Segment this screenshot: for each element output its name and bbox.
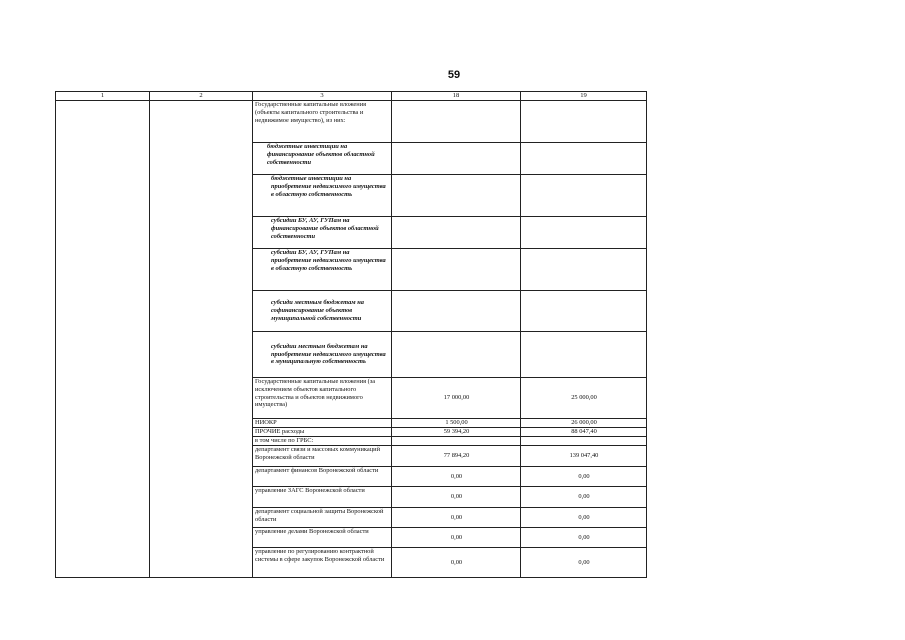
column-header-19: 19: [521, 92, 647, 101]
value-col18: [392, 217, 521, 249]
value-col19: [521, 143, 647, 175]
budget-table: [55, 91, 647, 578]
value-col18: 77 894,20: [392, 446, 521, 467]
column-1-merged-cell: [56, 101, 150, 578]
column-header-3: 3: [253, 92, 392, 101]
value-col19: [521, 291, 647, 332]
value-col19: 25 000,00: [521, 378, 647, 419]
value-col18: 59 394,20: [392, 428, 521, 437]
value-col19: 88 047,40: [521, 428, 647, 437]
row-label: ПРОЧИЕ расходы: [253, 428, 392, 437]
column-header-2: 2: [150, 92, 253, 101]
value-col19: [521, 101, 647, 143]
value-col18: 0,00: [392, 548, 521, 578]
value-col19: 0,00: [521, 548, 647, 578]
value-col18: [392, 437, 521, 446]
column-header-18: 18: [392, 92, 521, 101]
value-col18: 0,00: [392, 508, 521, 528]
value-col19: [521, 437, 647, 446]
value-col18: [392, 249, 521, 291]
row-label: НИОКР: [253, 419, 392, 428]
value-col18: [392, 101, 521, 143]
column-2-merged-cell: [150, 101, 253, 578]
value-col18: 0,00: [392, 467, 521, 487]
row-label: субсидии БУ, АУ, ГУПам на приобретение недвижимого имущества в областную собственность: [253, 249, 392, 291]
value-col18: [392, 291, 521, 332]
value-col18: 17 000,00: [392, 378, 521, 419]
value-col19: 0,00: [521, 487, 647, 508]
row-label: субсиди местным бюджетам на софинансирование объектов муниципальной собственности: [253, 291, 392, 332]
column-header-1: 1: [56, 92, 150, 101]
value-col18: [392, 143, 521, 175]
row-label: управление ЗАГС Воронежской области: [253, 487, 392, 508]
value-col19: [521, 249, 647, 291]
value-col19: 26 000,00: [521, 419, 647, 428]
table-row: [56, 101, 647, 143]
row-label: департамент социальной защиты Воронежской области: [253, 508, 392, 528]
value-col19: 0,00: [521, 528, 647, 548]
value-col19: [521, 217, 647, 249]
row-label: Государственные капитальные вложения (за исключением объектов капитального строительства и объектов недвижимого имущества): [253, 378, 392, 419]
row-label: департамент финансов Воронежской области: [253, 467, 392, 487]
row-label: бюджетные инвестиции на приобретение недвижимого имущества в областную собственность: [253, 175, 392, 217]
value-col19: [521, 175, 647, 217]
value-col19: 0,00: [521, 508, 647, 528]
value-col18: [392, 332, 521, 378]
page-number: 59: [447, 69, 461, 81]
value-col18: 1 500,00: [392, 419, 521, 428]
row-label: департамент связи и массовых коммуникаций Воронежской области: [253, 446, 392, 467]
value-col18: 0,00: [392, 528, 521, 548]
header-row: [56, 92, 647, 101]
row-label: Государственные капитальные вложения (объекты капитального строительства и недвижимое имущество), из них:: [253, 101, 392, 143]
value-col18: 0,00: [392, 487, 521, 508]
row-label: управление по регулированию контрактной системы в сфере закупок Воронежской области: [253, 548, 392, 578]
value-col19: 0,00: [521, 467, 647, 487]
value-col18: [392, 175, 521, 217]
row-label: субсидии БУ, АУ, ГУПам на финансирование объектов областной собственности: [253, 217, 392, 249]
value-col19: 139 047,40: [521, 446, 647, 467]
row-label: управление делами Воронежской области: [253, 528, 392, 548]
row-label: субсидии местным бюджетам на приобретение недвижимого имущества в муниципальную собственность: [253, 332, 392, 378]
value-col19: [521, 332, 647, 378]
row-label: в том числе по ГРБС:: [253, 437, 392, 446]
row-label: бюджетные инвестиции на финансирование объектов областной собственности: [253, 143, 392, 175]
